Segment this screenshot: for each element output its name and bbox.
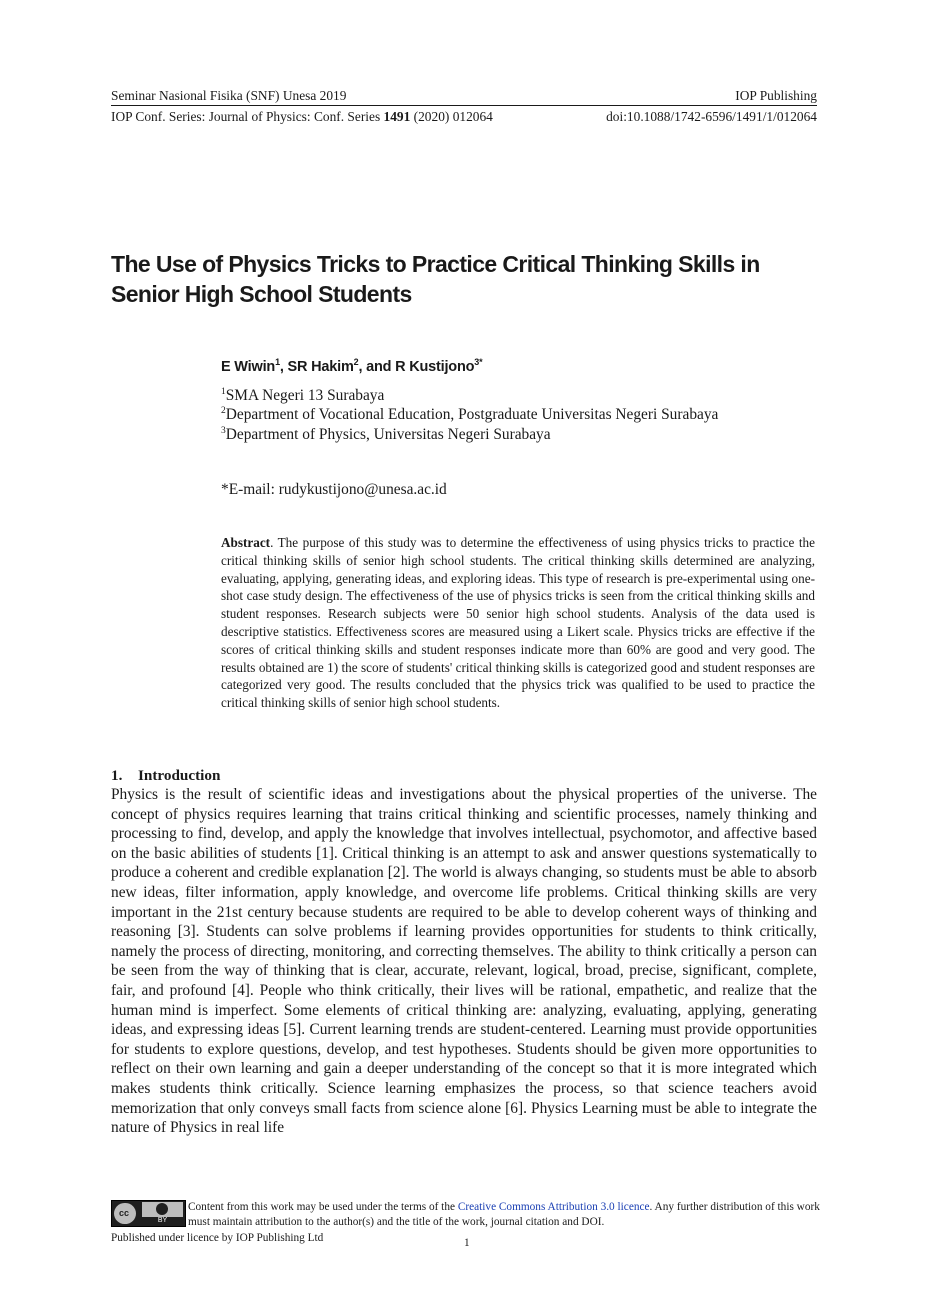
affiliation-text: SMA Negeri 13 Surabaya [225,387,385,405]
series-line [111,109,817,125]
affiliation-sup: 3 [221,426,226,436]
abstract-label: Abstract [221,535,271,550]
publisher-name: IOP Publishing [735,88,817,103]
corresponding-email: *E-mail: rudykustijono@unesa.ac.id [221,481,447,498]
author-sep: , [279,358,288,375]
series-prefix: IOP Conf. Series: Journal of Physics: Conf. Series [111,109,384,124]
affiliation-text: Department of Vocational Education, Postgraduate Universitas Negeri Surabaya [225,406,719,424]
author-sup: 2 [353,357,359,367]
series-suffix: (2020) 012064 [410,109,493,124]
publisher-line: Published under licence by IOP Publishing Ltd [111,1232,324,1244]
running-header [111,88,817,106]
author-sep: , and [358,358,396,375]
affiliation [221,421,551,445]
section-title: Introduction [138,767,221,784]
section-heading [111,767,220,785]
affiliation-text: Department of Physics, Universitas Negeri Surabaya [225,426,551,444]
cc-by-badge [111,1200,186,1227]
doi: doi:10.1088/1742-6596/1491/1/012064 [606,109,817,124]
attribution-icon [142,1202,183,1217]
paper-title: The Use of Physics Tricks to Practice Critical Thinking Skills in Senior High School Students [111,251,760,307]
abstract [221,534,815,712]
author-sup: 1 [275,357,280,367]
affiliation-sup: 2 [221,406,226,416]
by-label: BY [157,1217,168,1224]
person-icon [156,1203,168,1215]
affiliation-sup: 1 [221,387,226,397]
author-name: E Wiwin [221,358,276,375]
license-text-after: . Any further distribution of this work must maintain attribution to the author(s) and the title of the work, journal citation and DOI. [188,1201,820,1228]
cc-icon [114,1203,136,1224]
abstract-text: . The purpose of this study was to determine the effectiveness of using physics tricks to practice the critical thinking skills of senior high school students. The critical thinking skills determined are analyzing, evaluating, applying, generating ideas, and exploring ideas. This type of research is pre-experimental using one-shot case study design. The effectiveness of the use of physics tricks is seen from the critical thinking skills and student responses. Research subjects were 50 senior high school students. Analysis of the data used is descriptive statistics. Effectiveness scores are measured using a Likert scale. Physics tricks are effective if the scores of critical thinking skills and student responses indicate more than 60% are good and very good. The results obtained are 1) the score of students' critical thinking skills is categorized good and student responses are categorized very good. The results concluded that the physics trick was qualified to be used to practice the critical thinking skills of senior high school students. [221,535,815,711]
author-sup: 3* [474,357,483,367]
author-list [221,353,482,376]
page-number: 1 [464,1237,470,1249]
license-text: Content from this work may be used under the terms of the [188,1201,458,1213]
series-volume: 1491 [383,109,411,124]
author-name: SR Hakim [287,358,354,375]
section-number: 1. [111,767,123,784]
cc-label: cc [119,1208,130,1218]
license-notice [188,1200,820,1230]
introduction-body: Physics is the result of scientific ideas and investigations about the physical properties of the universe. The concept of physics requires learning that trains critical thinking and scientific processes, namely thinking and processing to find, develop, and apply the knowledge that involves intellectual, psychomotor, and affective based on the basic abilities of students [1]. Critical thinking is an attempt to ask and answer questions systematically to produce a coherent and credible explanation [2]. The world is always changing, so students must be able to absorb new ideas, filter information, apply knowledge, and overcome life problems. Critical thinking skills are very important in the 21st century because students are required to be able to develop coherent ways of thinking and reasoning [3]. Students can solve problems if learning provides opportunities for students to think critically, namely the process of directing, monitoring, and correcting themselves. The ability to think critically a person can be seen from the way of thinking that is clear, accurate, relevant, logical, broad, precise, significant, complete, fair, and profound [4]. People who think critically, their lives will be rational, empathetic, and realize that the human mind is imperfect. Some elements of critical thinking are: analyzing, evaluating, applying, generating ideas, and expressing ideas [5]. Current learning trends are student-centered. Learning must provide opportunities for students to explore questions, develop, and test hypotheses. Students should be given more opportunities to reflect on their own learning and gain a deeper understanding of the concept so that it is more integrated which makes students think critically. Science learning emphasizes the process, so that science teachers avoid memorization that only conveys small facts from science alone [6]. Physics Learning must be able to integrate the nature of Physics in real life [111,786,817,1137]
license-link[interactable]: Creative Commons Attribution 3.0 licence [457,1201,650,1213]
author-name: R Kustijono [395,358,475,375]
conference-name: Seminar Nasional Fisika (SNF) Unesa 2019 [111,88,347,103]
